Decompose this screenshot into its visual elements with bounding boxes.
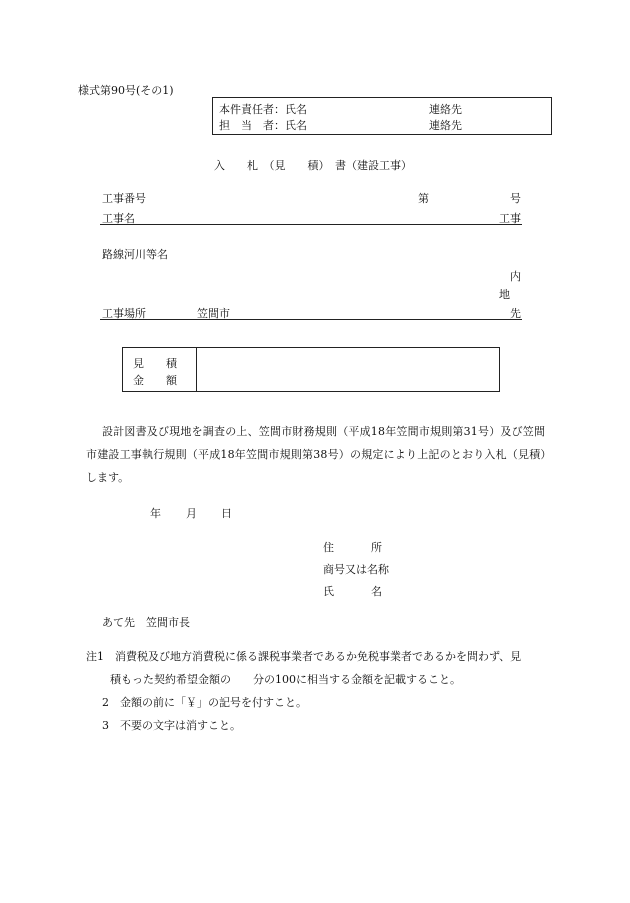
- statement-line-3: します。: [86, 471, 130, 484]
- estimate-label-line2: 金 額: [133, 374, 177, 387]
- note-2: 2 金額の前に「￥」の記号を付すこと。: [102, 696, 307, 709]
- note-1-line-1: 注1 消費税及び地方消費税に係る課税事業者であるか免税事業者であるかを問わず、見: [86, 650, 522, 663]
- note-3: 3 不要の文字は消すこと。: [102, 719, 241, 732]
- note-1-line-2: 積もった契約希望金額の 分の100に相当する金額を記載すること。: [110, 673, 461, 686]
- work-number-label: 工事番号: [102, 192, 146, 205]
- work-name-underline: [100, 224, 522, 225]
- contact-box: [212, 97, 552, 135]
- document-title: 入 札 （見 積） 書（建設工事）: [214, 159, 412, 172]
- contact-row1-label: 本件責任者：氏名: [219, 103, 307, 116]
- estimate-box: [122, 347, 500, 392]
- estimate-label-line1: 見 積: [133, 357, 177, 370]
- location-char-2: 地: [499, 288, 510, 301]
- location-underline: [100, 319, 522, 320]
- bidder-company-label: 商号又は名称: [323, 563, 389, 576]
- bidder-address-label: 住 所: [323, 541, 383, 554]
- statement-line-1: 設計図書及び現地を調査の上、笠間市財務規則（平成18年笠間市規則第31号）及び笠間: [102, 425, 546, 438]
- work-name-label: 工事名: [102, 212, 135, 225]
- date-month: 月: [186, 507, 197, 520]
- location-label: 工事場所: [102, 307, 146, 320]
- location-char-3: 先: [510, 307, 521, 320]
- estimate-divider: [196, 348, 197, 391]
- contact-row2-label: 担 当 者：氏名: [219, 119, 307, 132]
- work-number-suffix: 号: [510, 192, 521, 205]
- form-number: 様式第90号(その1): [78, 84, 174, 97]
- contact-row2-contact: 連絡先: [429, 119, 462, 132]
- contact-row1-contact: 連絡先: [429, 103, 462, 116]
- addressee: あて先 笠間市長: [102, 616, 190, 629]
- date-day: 日: [221, 507, 232, 520]
- location-char-1: 内: [510, 270, 521, 283]
- bidder-name-label: 氏 名: [323, 585, 383, 598]
- work-name-suffix: 工事: [499, 212, 521, 225]
- date-year: 年: [150, 507, 161, 520]
- statement-line-2: 市建設工事執行規則（平成18年笠間市規則第38号）の規定により上記のとおり入札（見積）: [86, 448, 552, 461]
- work-number-prefix: 第: [418, 192, 429, 205]
- location-city: 笠間市: [197, 307, 230, 320]
- route-label: 路線河川等名: [102, 248, 168, 261]
